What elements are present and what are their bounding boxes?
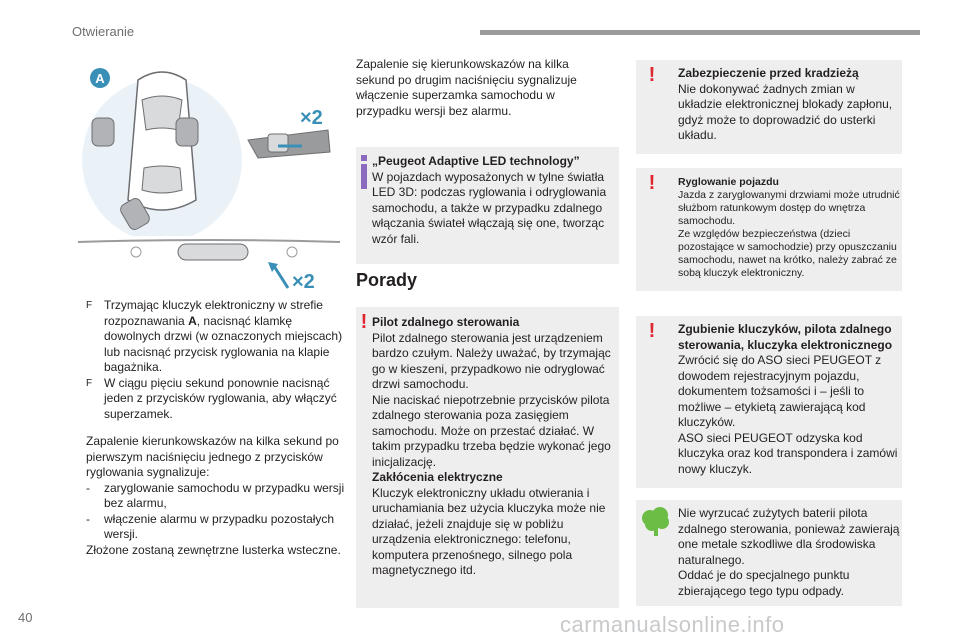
paragraph: Zapalenie się kierunkowskazów na kilka sekund po drugim naciśnięciu sygnalizuje włączenie superzamka samochodu w przypadku wersji bez alarmu. [356,57,577,118]
zone-a-label: A [95,71,105,86]
bullet-marker: F [86,377,93,389]
info-icon [360,155,368,189]
list-item: - zaryglowanie samochodu w przypadku wersji bez alarmu, [86,480,345,510]
list-item: F W ciągu pięciu sekund ponownie nacisnąć jeden z przycisków ryglowania, aby włączyć superzamek. [86,375,337,421]
press-twice-label-bottom: ×2 [292,271,315,292]
list-item: - włączenie alarmu w przypadku pozostałych wersji. [86,511,335,541]
warning-title: Zgubienie kluczyków, pilota zdalnego sterowania, kluczyka elektronicznego [678,322,893,352]
warning-icon: ! [648,320,656,342]
header-rule [480,30,920,35]
warning-icon: ! [648,172,656,194]
middle-column-intro [356,57,606,119]
warning-icon: ! [360,311,368,333]
info-box [356,147,619,264]
tailgate-button-illustration [78,236,340,292]
environment-box: Nie wyrzucać zużytych baterii pilota zdalnego sterowania, ponieważ zawierają one metale szkodliwe dla środowiska naturalnego. Oddać je do specjalnego punktu zbierającego tego typu odpady. [636,500,902,606]
warning-box-lost-keys: ! Zgubienie kluczyków, pilota zdalnego sterowania, kluczyka elektronicznego Zwrócić się do ASO sieci PEUGEOT z dowodem rejestracyjnym pojazdu, dokumentem tożsamości i – jeśli to możliwe – etykietą zawierającą kod kluczyków. ASO sieci PEUGEOT odzyska kod kluczyka oraz kod transpondera i zamówi nowy kluczyk. [636,316,902,488]
car-locking-illustration [78,60,340,236]
warning-box-remote: ! Pilot zdalnego sterowania Pilot zdalnego sterowania jest urządzeniem bardzo czułym. Należy uważać, by trzymając go w kieszeni, przypadkowo nie odryglować drzwi samochodu. Nie naciskać niepotrzebnie przycisków pilota zdalnego sterowania poza zasięgiem samochodu. Może on przestać działać. W takim przypadku trzeba będzie wykonać jego inicjalizację. Zakłócenia elektryczne Kluczyk elektroniczny układu otwierania i uruchamiania bez użycia kluczyka może nie działać, jeżeli znajduje się w pobliżu urządzenia elektronicznego: telefonu, komputera przenośnego, silnego pola magnetycznego itd. [356,307,619,608]
tree-icon [640,506,672,536]
info-text: W pojazdach wyposażonych w tylne światła LED 3D: podczas ryglowania i odryglowania samochodu, a także w przypadku zdalnego włączania świateł włączają się one, tworząc wzór fali. [372,169,607,246]
warning-box-locking: ! Ryglowanie pojazdu Jazda z zaryglowanymi drzwiami może utrudnić służbom ratunkowym dostęp do wnętrza samochodu. Ze względów bezpieczeństwa (dzieci pozostające w samochodzie) przy opuszczaniu samochodu, nawet na krótko, należy zabrać ze sobą kluczyk elektroniczny. [636,168,902,291]
press-twice-label-top: ×2 [300,107,323,129]
warning-title: Ryglowanie pojazdu [678,176,779,188]
warning-title: Pilot zdalnego sterowania [372,315,520,329]
warning-icon: ! [648,64,656,86]
list-item: F Trzymając kluczyk elektroniczny w strefie rozpoznawania A, nacisnąć klamkę dowolnych drzwi (w oznaczonych miejscach) lub nacisnąć przycisk ryglowania na klapie bagażnika. [86,298,343,374]
bullet-marker: F [86,300,93,311]
info-title: „Peugeot Adaptive LED technology” [372,154,580,168]
warning-box-theft: ! Zabezpieczenie przed kradzieżą Nie dokonywać żadnych zmian w układzie elektronicznej blokady zapłonu, gdyż może to doprowadzić do usterki układu. [636,60,902,154]
section-title: Otwieranie [72,24,135,39]
section-heading: Porady [356,270,418,290]
warning-title: Zabezpieczenie przed kradzieżą [678,66,859,80]
page-number: 40 [18,610,33,625]
paragraph: Złożone zostaną zewnętrzne lusterka wsteczne. [86,542,341,557]
watermark-site: carmanualsonline.info [560,612,785,637]
paragraph: Zapalenie kierunkowskazów na kilka sekund po pierwszym naciśnięciu jednego z przycisków ryglowania sygnalizuje: [86,434,339,479]
left-column [86,298,346,558]
warning-title: Zakłócenia elektryczne [372,470,503,484]
